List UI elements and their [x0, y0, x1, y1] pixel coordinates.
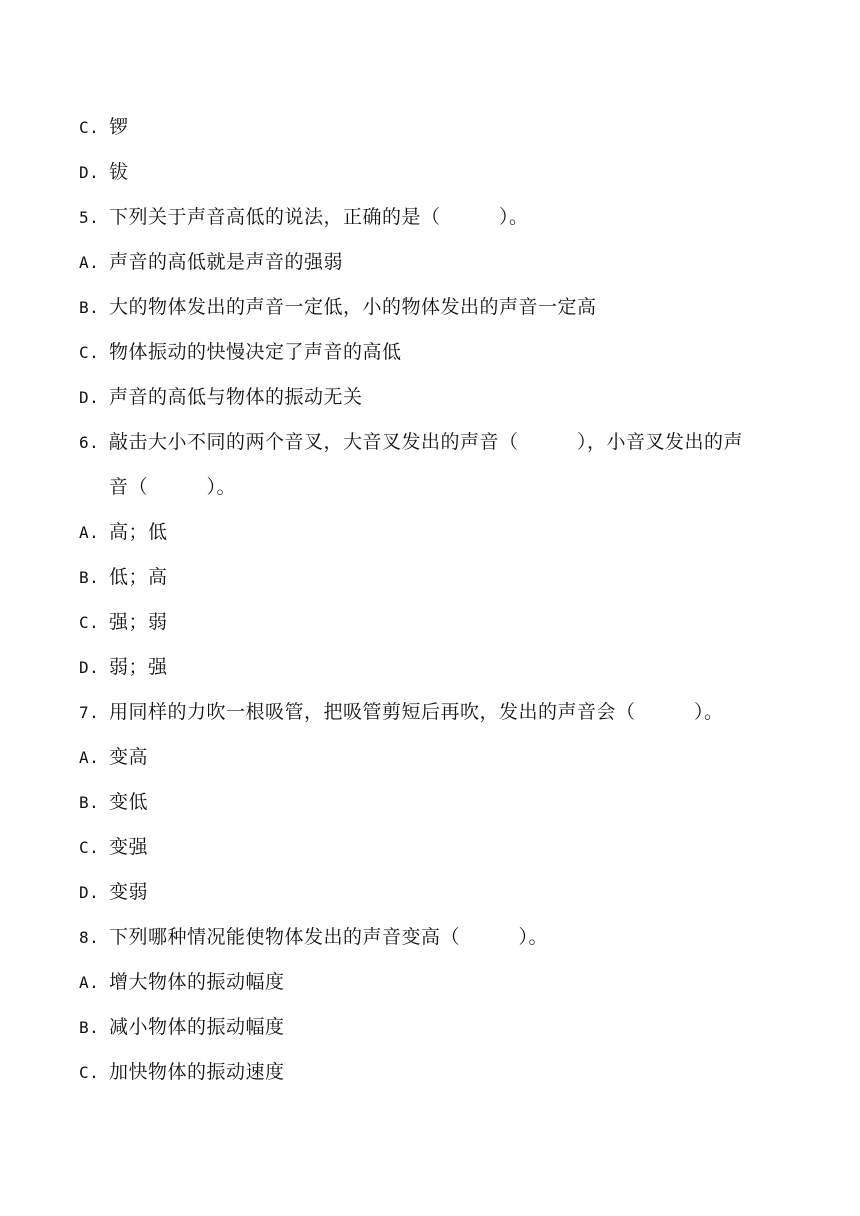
option-marker: A. — [79, 748, 100, 767]
option-line — [79, 517, 168, 547]
option-marker: A. — [79, 973, 100, 992]
option-text: 大的物体发出的声音一定低，小的物体发出的声音一定高 — [109, 296, 597, 318]
question-number: 7. — [79, 703, 100, 722]
option-text: 锣 — [109, 116, 129, 138]
option-line — [79, 382, 363, 412]
question-line — [79, 697, 724, 727]
option-marker: A. — [79, 253, 100, 272]
option-text: 声音的高低与物体的振动无关 — [109, 386, 363, 408]
question-continuation — [109, 472, 236, 502]
option-marker: B. — [79, 298, 100, 317]
option-text: 钹 — [109, 161, 129, 183]
option-text: 变高 — [109, 746, 149, 768]
option-line — [79, 112, 129, 142]
question-text: 下列哪种情况能使物体发出的声音变高（ ）。 — [109, 926, 549, 948]
question-number: 8. — [79, 928, 100, 947]
option-text: 增大物体的振动幅度 — [109, 971, 285, 993]
option-text: 强；弱 — [109, 611, 168, 633]
option-line — [79, 292, 597, 322]
option-line — [79, 742, 148, 772]
question-text: 用同样的力吹一根吸管，把吸管剪短后再吹，发出的声音会（ ）。 — [109, 701, 724, 723]
option-text: 变低 — [109, 791, 149, 813]
option-line — [79, 247, 343, 277]
option-line — [79, 832, 148, 862]
option-line — [79, 337, 402, 367]
option-text: 变弱 — [109, 881, 149, 903]
option-marker: D. — [79, 388, 100, 407]
option-marker: D. — [79, 658, 100, 677]
question-number: 6. — [79, 433, 100, 452]
question-text: 下列关于声音高低的说法，正确的是（ ）。 — [109, 206, 529, 228]
option-line — [79, 652, 168, 682]
option-marker: D. — [79, 163, 100, 182]
option-line — [79, 157, 129, 187]
option-text: 加快物体的振动速度 — [109, 1061, 285, 1083]
option-line — [79, 562, 168, 592]
option-text: 高；低 — [109, 521, 168, 543]
option-marker: D. — [79, 883, 100, 902]
question-line — [79, 922, 548, 952]
option-line — [79, 1012, 285, 1042]
option-marker: C. — [79, 343, 100, 362]
option-text: 弱；强 — [109, 656, 168, 678]
option-line — [79, 607, 168, 637]
option-line — [79, 787, 148, 817]
option-text: 变强 — [109, 836, 149, 858]
option-marker: B. — [79, 1018, 100, 1037]
option-marker: C. — [79, 1063, 100, 1082]
question-line — [79, 427, 743, 457]
question-line — [79, 202, 529, 232]
option-marker: C. — [79, 118, 100, 137]
option-marker: C. — [79, 838, 100, 857]
option-marker: A. — [79, 523, 100, 542]
question-text-continued: 音（ ）。 — [109, 476, 237, 498]
option-marker: B. — [79, 793, 100, 812]
option-line — [79, 967, 285, 997]
option-marker: C. — [79, 613, 100, 632]
option-text: 声音的高低就是声音的强弱 — [109, 251, 344, 273]
option-text: 物体振动的快慢决定了声音的高低 — [109, 341, 402, 363]
question-text: 敲击大小不同的两个音叉，大音叉发出的声音（ ），小音叉发出的声 — [109, 431, 744, 453]
option-line — [79, 1057, 285, 1087]
option-text: 低；高 — [109, 566, 168, 588]
option-line — [79, 877, 148, 907]
option-marker: B. — [79, 568, 100, 587]
option-text: 减小物体的振动幅度 — [109, 1016, 285, 1038]
question-number: 5. — [79, 208, 100, 227]
